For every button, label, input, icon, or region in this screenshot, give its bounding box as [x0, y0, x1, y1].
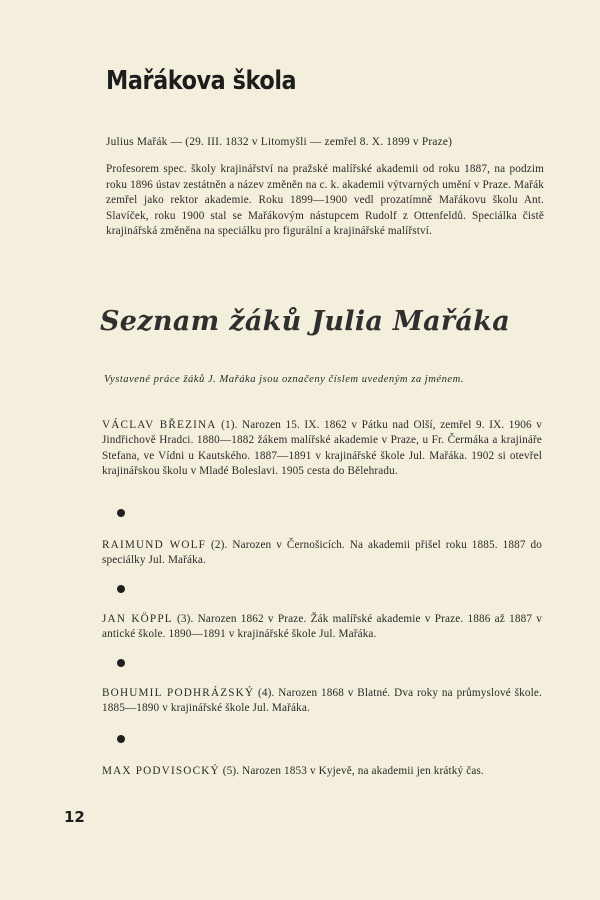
student-list-heading: Seznam žáků Julia Mařáka: [100, 306, 510, 337]
student-name: RAIMUND WOLF: [102, 539, 207, 551]
intro-paragraph: Profesorem spec. školy krajinářství na pražské malířské akademii od roku 1887, na podzim roku 1896 ústav zestátněn a název změněn na c. k. akademii výtvarných umění v Praze. Mařák zemřel jako rektor akademie. Roku 1899—1900 vedl prozatímně Mařákovu školu Ant. Slavíček, roku 1900 stal se Mařákovým nástupcem Rudolf z Ottenfeldů. Speciálka čistě krajinářská změněna na speciálku pro figurální a krajinářské malířství.: [106, 163, 544, 238]
student-entry: [102, 686, 542, 717]
page-number: 12: [64, 808, 85, 826]
page-title: Mařákova škola: [106, 66, 297, 96]
bullet-dot: [117, 659, 125, 667]
bullet-dot: [117, 735, 125, 743]
student-entry: [102, 418, 542, 480]
lifespan-line: Julius Mařák — (29. III. 1832 v Litomyšli — zemřel 8. X. 1899 v Praze): [106, 136, 453, 148]
student-text: (5). Narozen 1853 v Kyjevě, na akademii jen krátký čas.: [222, 765, 484, 777]
bullet-dot: [117, 509, 125, 517]
student-entry: [102, 612, 542, 643]
student-text: (3). Narozen 1862 v Praze. Žák malířské akademie v Praze. 1886 až 1887 v antické škole. 1890—1891 v krajinářské škole Jul. Mařáka.: [102, 613, 542, 641]
student-text: (1). Narozen 15. IX. 1862 v Pátku nad Olší, zemřel 9. IX. 1906 v Jindřichově Hradci. 1880—1882 žákem malířské akademie v Praze, u Fr. Čermáka a krajináře Stefana, ve Vídni u Kautského. 1887—1891 v krajinářské škole Jul. Mařáka. 1902 si otevřel krajinářskou školu v Mladé Boleslavi. 1905 cesta do Bělehradu.: [102, 419, 542, 478]
bullet-dot: [117, 585, 125, 593]
student-name: MAX PODVISOCKÝ: [102, 765, 220, 777]
exhibition-note: Vystavené práce žáků J. Mařáka jsou označeny číslem uvedeným za jménem.: [104, 374, 464, 385]
student-text: (2). Narozen v Černošicích. Na akademii přišel roku 1885. 1887 do speciálky Jul. Mařáka.: [102, 539, 542, 567]
student-name: BOHUMIL PODHRÁZSKÝ: [102, 687, 255, 699]
student-text: (4). Narozen 1868 v Blatné. Dva roky na průmyslové škole. 1885—1890 v krajinářské škole Jul. Mařáka.: [102, 687, 542, 715]
student-entry: [102, 538, 542, 569]
student-entry: [102, 764, 542, 779]
student-name: VÁCLAV BŘEZINA: [102, 419, 217, 431]
student-name: JAN KÖPPL: [102, 613, 173, 625]
